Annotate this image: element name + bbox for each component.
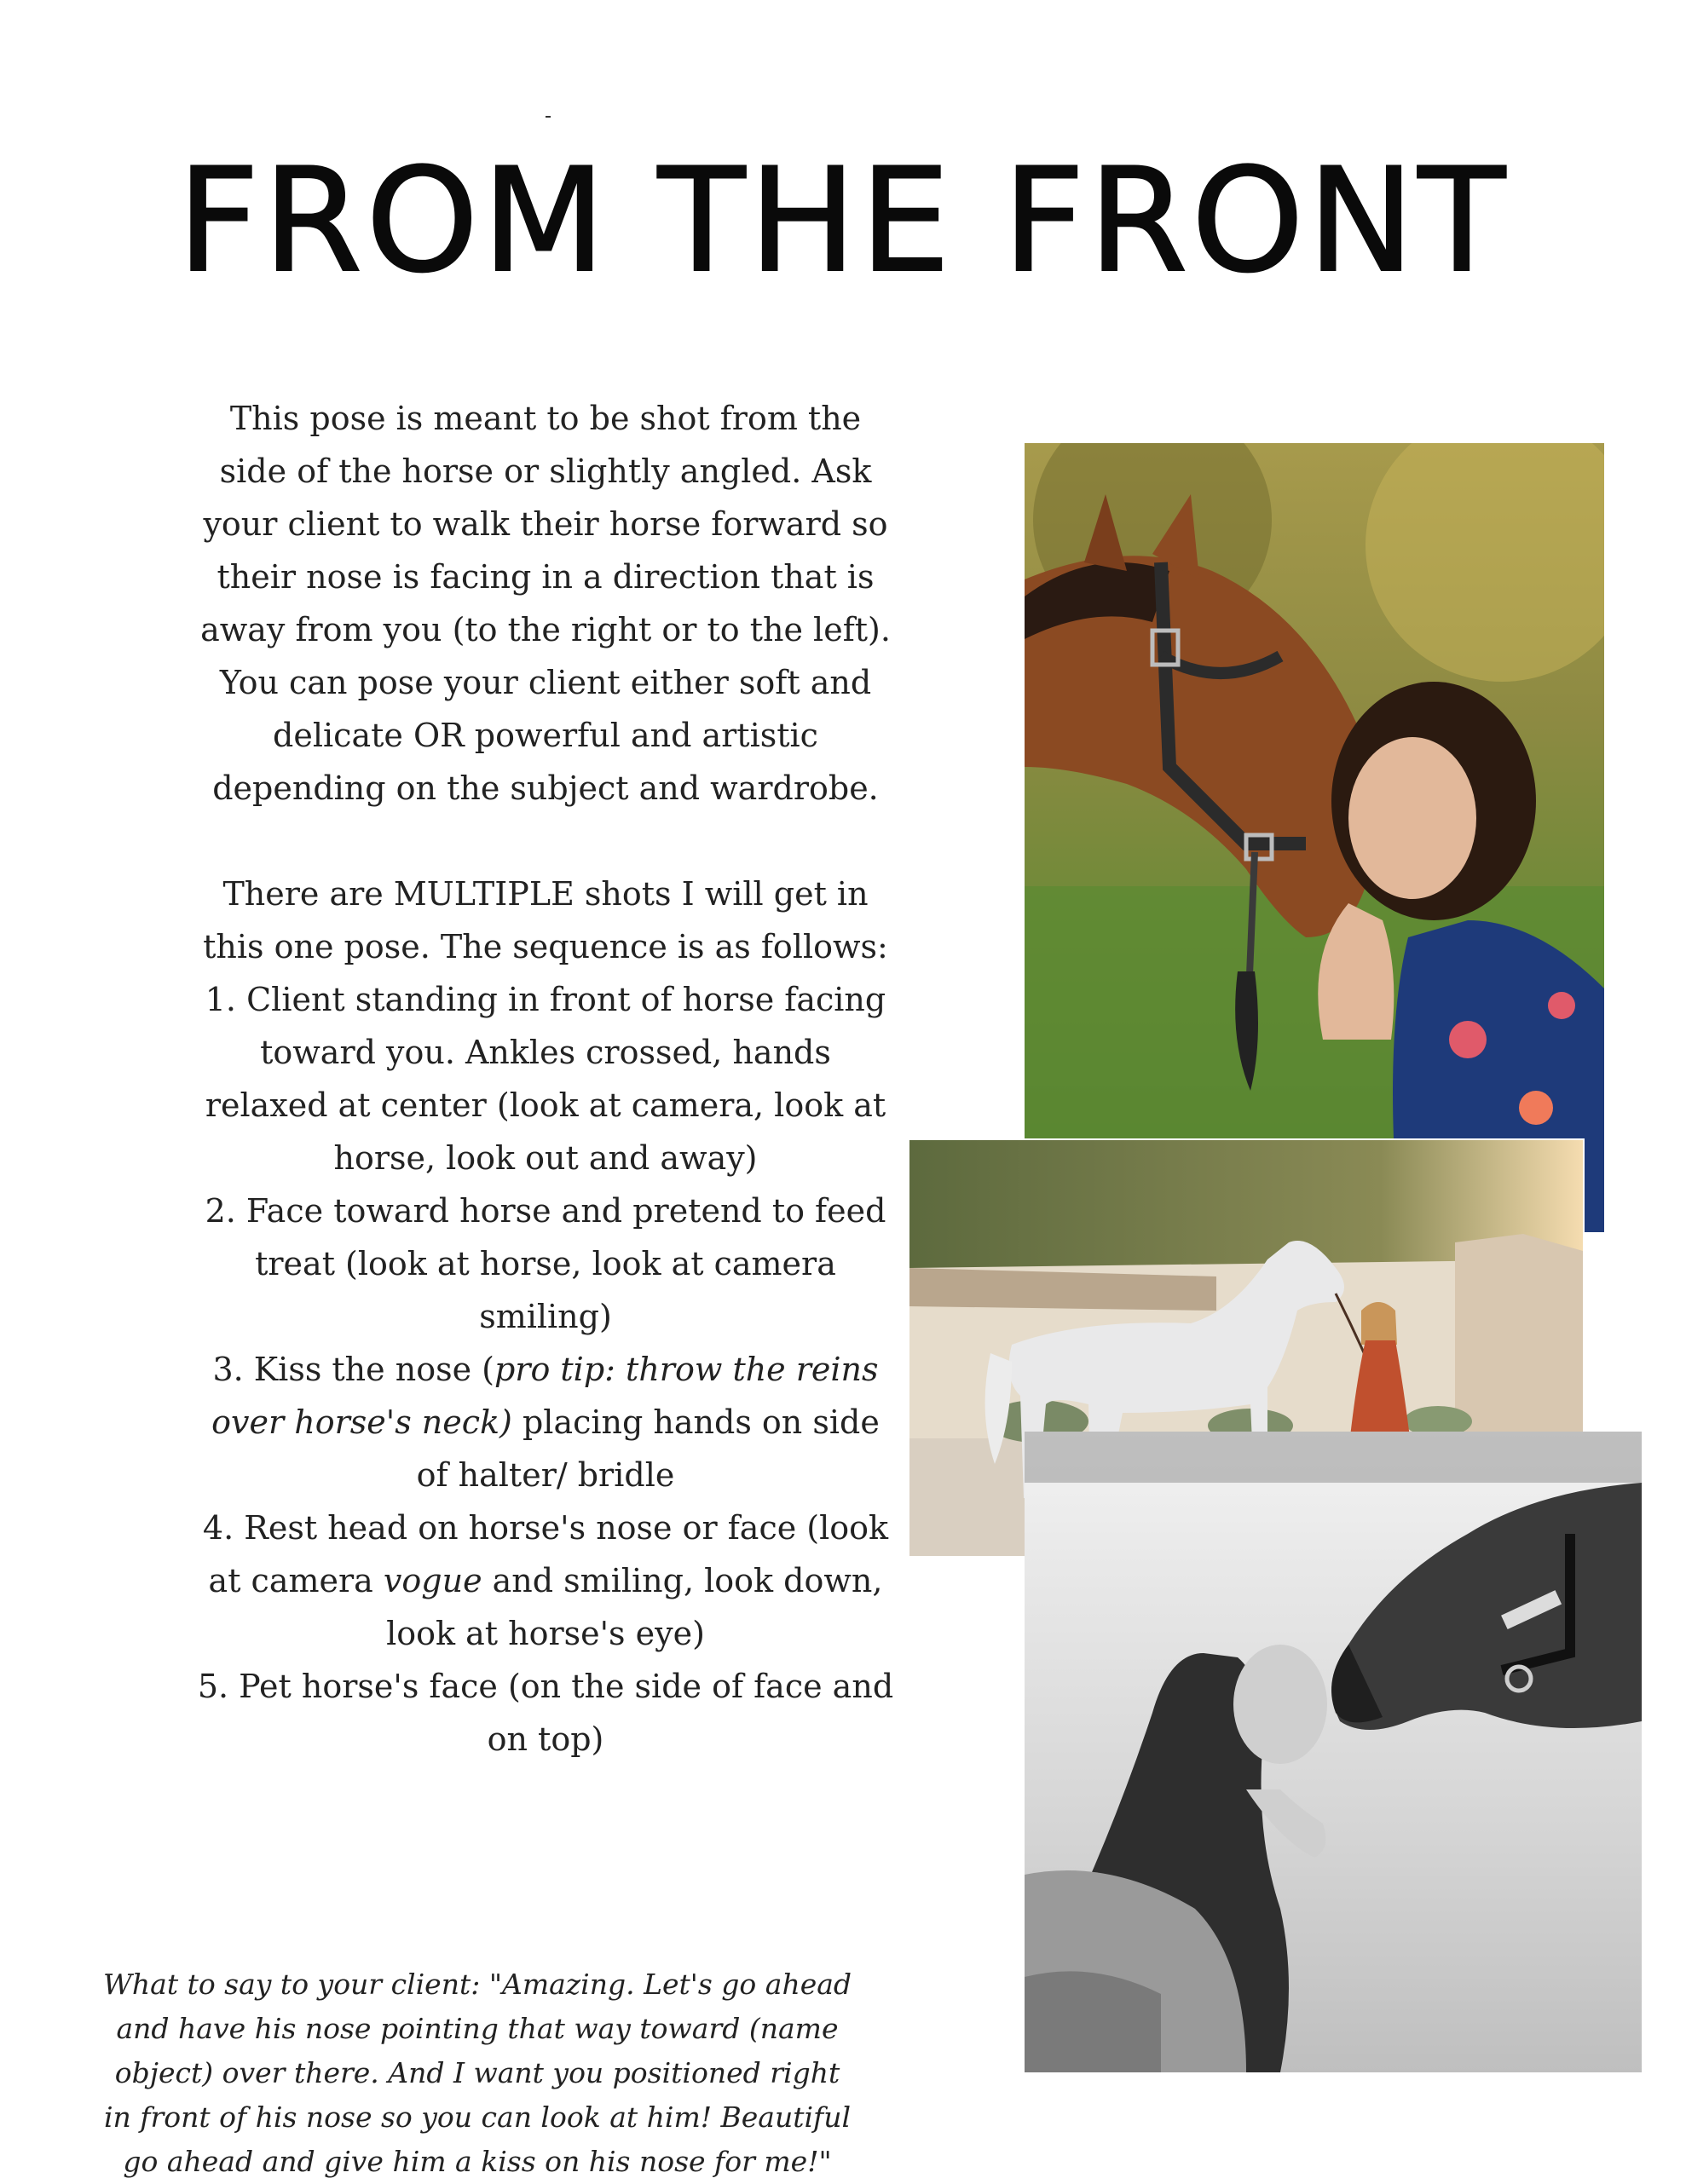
- stray-mark: [546, 116, 551, 118]
- what-to-say-quote: What to say to your client: "Amazing. Let's go ahead and have his nose pointing that way toward (name object) over there. And I want you positioned right in front of his nose so you can look at him! Beautiful go ahead and give him a kiss on his nose for me!": [102, 1968, 852, 2178]
- step-3-rest: placing hands on side of halter/ bridle: [416, 1403, 880, 1494]
- sequence-intro: There are MULTIPLE shots I will get in this one pose. The sequence is as follows:: [203, 875, 888, 965]
- intro-paragraph: [196, 392, 895, 815]
- step-4: [196, 1501, 895, 1660]
- step-2: 2. Face toward horse and pretend to feed treat (look at horse, look at camera smiling): [205, 1192, 886, 1335]
- step-4-text: 4. Rest head on horse's nose or face (look at camera: [202, 1509, 889, 1599]
- photo-girl-kissing-horse-nose: [1025, 1432, 1642, 2072]
- step-3: [196, 1343, 895, 1501]
- intro-text: This pose is meant to be shot from the side of the horse or slightly angled. Ask your client to walk their horse forward so their nose is facing in a direction that is away from you (to the right or to the left). You can pose your client either soft and delicate OR powerful and artistic depending on the subject and wardrobe.: [200, 400, 891, 807]
- step-3-text: 3. Kiss the nose (: [212, 1351, 494, 1388]
- step-5: 5. Pet horse's face (on the side of face and on top): [197, 1668, 894, 1758]
- page-title: FROM THE FRONT: [176, 137, 1510, 304]
- step-1: 1. Client standing in front of horse facing toward you. Ankles crossed, hands relaxed at center (look at camera, look at horse, look out and away): [205, 981, 886, 1177]
- step-3-tip: pro tip: throw the reins over horse's neck): [211, 1351, 879, 1441]
- pose-sequence: [196, 867, 895, 1766]
- step-4-emphasis: vogue: [383, 1562, 482, 1599]
- photo-girl-cheek-on-bay-horse-nose: [1025, 443, 1604, 1232]
- step-4-rest: and smiling, look down, look at horse's eye): [386, 1562, 883, 1652]
- steps-list: [196, 973, 895, 1766]
